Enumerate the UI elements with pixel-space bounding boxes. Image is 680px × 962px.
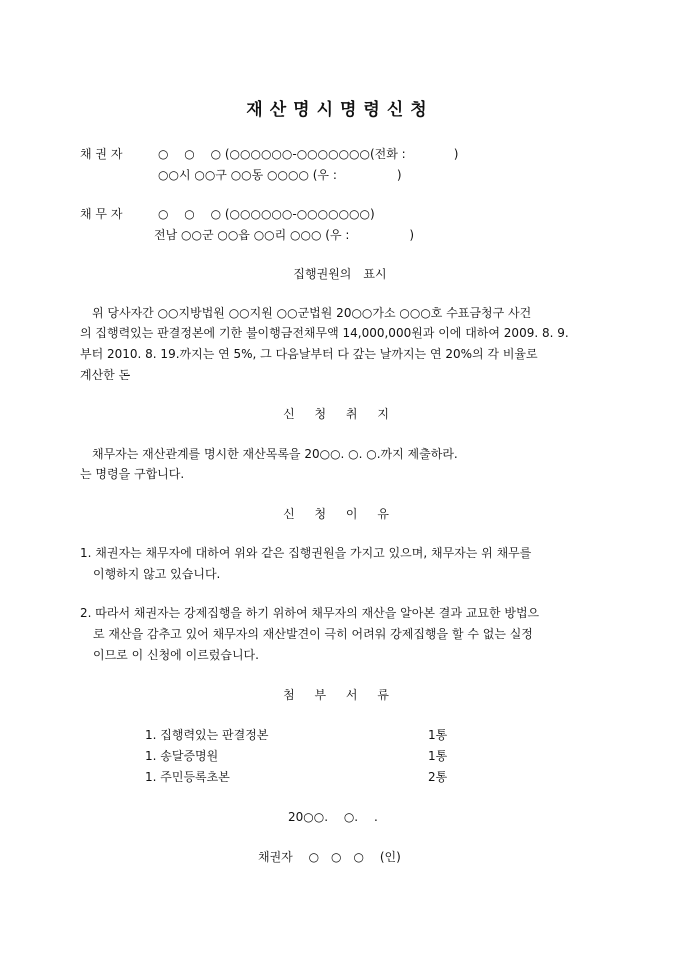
creditor-id-line: ○ ○ ○ (○○○○○○-○○○○○○○(전화 : ) — [158, 147, 459, 161]
reason-2-line-2: 로 재산을 감추고 있어 채무자의 재산발견이 극히 어려워 강제집행을 할 수 없는 실정 — [93, 627, 533, 641]
debtor-label: 채 무 자 — [80, 207, 123, 221]
reason-1-line-2: 이행하지 않고 있습니다. — [93, 567, 221, 581]
enforcement-line-2: 의 집행력있는 판결정본에 기한 불이행금전채무액 14,000,000원과 이에 대하여 2009. 8. 9. — [80, 326, 569, 340]
reason-2-line-1: 2. 따라서 채권자는 강제집행을 하기 위하여 채무자의 재산을 알아본 결과 교묘한 방법으 — [80, 606, 540, 620]
reason-1-line-1: 1. 채권자는 채무자에 대하여 위와 같은 집행권원을 가지고 있으며, 채무자는 위 채무를 — [80, 546, 532, 560]
document-date: 20○○. ○. . — [288, 810, 378, 824]
attachment-item-name: 1. 송달증명원 — [145, 749, 219, 763]
enforcement-heading: 집행권원의 표시 — [293, 267, 387, 281]
enforcement-line-4: 계산한 돈 — [80, 368, 131, 382]
attachment-item-count: 2통 — [428, 770, 448, 784]
creditor-address: ○○시 ○○구 ○○동 ○○○○ (우 : ) — [158, 168, 402, 182]
enforcement-line-1: 위 당사자간 ○○지방법원 ○○지원 ○○군법원 20○○가소 ○○○호 수표금청구 사건 — [92, 306, 532, 320]
enforcement-line-3: 부터 2010. 8. 19.까지는 연 5%, 그 다음날부터 다 갚는 날까지는 연 20%의 각 비율로 — [80, 347, 538, 361]
creditor-label: 채 권 자 — [80, 147, 123, 161]
purpose-line-2: 는 명령을 구합니다. — [80, 467, 185, 481]
creditor-signature: 채권자 ○ ○ ○ (인) — [258, 850, 401, 864]
reason-2-line-3: 이므로 이 신청에 이르렀습니다. — [93, 648, 259, 662]
attachment-item-name: 1. 주민등록초본 — [145, 770, 230, 784]
debtor-id-line: ○ ○ ○ (○○○○○○-○○○○○○○) — [158, 207, 375, 221]
attachment-item-count: 1통 — [428, 728, 448, 742]
attachment-item-name: 1. 집행력있는 판결정본 — [145, 728, 269, 742]
reasons-heading: 신 청 이 유 — [283, 507, 397, 521]
attachment-item-count: 1통 — [428, 749, 448, 763]
debtor-address: 전남 ○○군 ○○읍 ○○리 ○○○ (우 : ) — [154, 228, 415, 242]
purpose-heading: 신 청 취 지 — [283, 407, 397, 421]
attachments-heading: 첨 부 서 류 — [283, 688, 397, 702]
document-title: 재산명시명령신청 — [246, 100, 434, 120]
purpose-line-1: 채무자는 재산관계를 명시한 재산목록을 20○○. ○. ○.까지 제출하라. — [92, 447, 458, 461]
